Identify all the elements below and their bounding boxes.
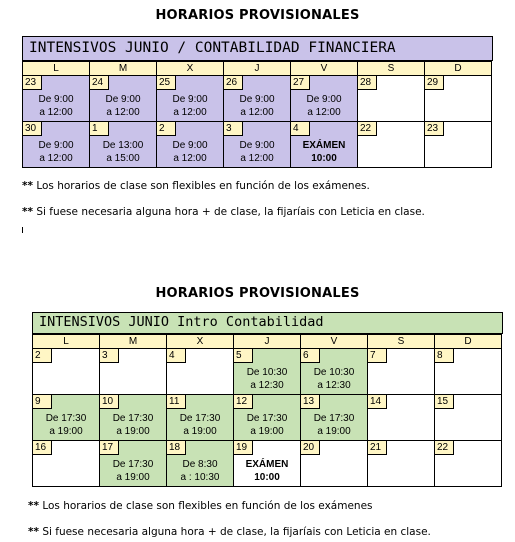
day-number: 30 [23, 122, 42, 136]
day-number: 27 [291, 76, 310, 90]
divider-mark [22, 227, 23, 233]
weekday-header: L [22, 61, 90, 76]
day-number: 26 [224, 76, 243, 90]
class-time-start: De 9:00 [172, 139, 208, 151]
class-time-end: a 12:00 [240, 106, 274, 118]
day-number: 9 [33, 395, 52, 409]
class-time-end: a 12:30 [250, 379, 284, 391]
weekday-header: S [367, 334, 435, 349]
calendar-day-cell [357, 75, 425, 122]
class-time-start: De 17:30 [112, 458, 154, 470]
weekday-header: V [290, 61, 358, 76]
class-time-end: a 19:00 [183, 425, 217, 437]
weekday-header: X [166, 334, 234, 349]
day-number: 12 [234, 395, 253, 409]
class-time-end: a 19:00 [250, 425, 284, 437]
day-number: 8 [435, 349, 454, 363]
day-number: 22 [358, 122, 377, 136]
class-time-end: a 15:00 [106, 152, 140, 164]
class-time-start: De 9:00 [38, 93, 74, 105]
class-time-start: De 9:00 [239, 139, 275, 151]
day-number: 18 [167, 441, 186, 455]
calendar-day-cell [300, 348, 368, 395]
calendar-day-cell [290, 75, 358, 122]
day-number: 28 [358, 76, 377, 90]
calendar-day-cell [166, 348, 234, 395]
day-number: 11 [167, 395, 186, 409]
day-number: 2 [33, 349, 52, 363]
calendar-day-cell [233, 394, 301, 441]
calendar-day-cell [99, 440, 167, 487]
day-number: 16 [33, 441, 52, 455]
calendar-day-cell [32, 394, 100, 441]
day-number: 25 [157, 76, 176, 90]
class-time-end: a 12:00 [39, 152, 73, 164]
day-number: 3 [224, 122, 243, 136]
weekday-header: J [233, 334, 301, 349]
class-time-end: a 12:00 [173, 152, 207, 164]
weekday-header: M [89, 61, 157, 76]
day-number: 1 [90, 122, 109, 136]
calendar-day-cell [223, 121, 291, 168]
day-number: 10 [100, 395, 119, 409]
note-flexible-2: ** Los horarios de clase son flexibles en función de los exámenes [28, 500, 373, 512]
weekday-header: S [357, 61, 425, 76]
calendar-day-cell [22, 75, 90, 122]
note-extra-hours: ** Si fuese necesaria alguna hora + de clase, la fijaríais con Leticia en clase. [22, 206, 425, 218]
class-time-end: a 19:00 [317, 425, 351, 437]
day-number: 24 [90, 76, 109, 90]
day-number: 4 [291, 122, 310, 136]
day-number: 17 [100, 441, 119, 455]
calendar-day-cell [99, 348, 167, 395]
weekday-header: M [99, 334, 167, 349]
class-time-end: a 12:00 [106, 106, 140, 118]
class-time-start: De 17:30 [313, 412, 355, 424]
day-number: 20 [301, 441, 320, 455]
class-time-end: a 12:30 [317, 379, 351, 391]
class-time-end: 10:00 [254, 471, 280, 483]
class-time-end: a 12:00 [173, 106, 207, 118]
day-number: 2 [157, 122, 176, 136]
note-flexible: ** Los horarios de clase son flexibles en función de los exámenes. [22, 180, 370, 192]
calendar-day-cell [367, 440, 435, 487]
class-time-end: a 12:00 [39, 106, 73, 118]
calendar-day-cell [156, 75, 224, 122]
class-time-start: De 13:00 [102, 139, 144, 151]
class-time-end: a 19:00 [49, 425, 83, 437]
class-time-start: De 10:30 [313, 366, 355, 378]
calendar-day-cell [223, 75, 291, 122]
class-time-start: De 17:30 [179, 412, 221, 424]
calendar-day-cell [367, 394, 435, 441]
day-number: 3 [100, 349, 119, 363]
class-time-end: a 19:00 [116, 425, 150, 437]
calendar-day-cell [290, 121, 358, 168]
calendar-day-cell [32, 348, 100, 395]
class-time-start: De 9:00 [105, 93, 141, 105]
day-number: 13 [301, 395, 320, 409]
course-banner-financiera: INTENSIVOS JUNIO / CONTABILIDAD FINANCIERA [22, 36, 493, 61]
page-title: HORARIOS PROVISIONALES [155, 8, 360, 23]
weekday-header: D [434, 334, 502, 349]
day-number: 7 [368, 349, 387, 363]
day-number: 15 [435, 395, 454, 409]
class-time-start: EXÁMEN [302, 139, 346, 151]
calendar-day-cell [32, 440, 100, 487]
calendar-day-cell [166, 440, 234, 487]
weekday-header: D [424, 61, 492, 76]
class-time-start: De 17:30 [45, 412, 87, 424]
calendar-day-cell [233, 440, 301, 487]
calendar-day-cell [357, 121, 425, 168]
day-number: 23 [425, 122, 444, 136]
weekday-header: L [32, 334, 100, 349]
class-time-end: a 12:00 [240, 152, 274, 164]
day-number: 4 [167, 349, 186, 363]
calendar-day-cell [424, 75, 492, 122]
calendar-day-cell [233, 348, 301, 395]
calendar-day-cell [424, 121, 492, 168]
day-number: 23 [23, 76, 42, 90]
class-time-end: a 12:00 [307, 106, 341, 118]
calendar-day-cell [434, 394, 502, 441]
calendar-day-cell [22, 121, 90, 168]
day-number: 6 [301, 349, 320, 363]
class-time-start: De 9:00 [306, 93, 342, 105]
class-time-end: a : 10:30 [180, 471, 220, 483]
calendar-day-cell [367, 348, 435, 395]
course-banner-intro: INTENSIVOS JUNIO Intro Contabilidad [32, 312, 503, 334]
day-number: 19 [234, 441, 253, 455]
day-number: 14 [368, 395, 387, 409]
weekday-header: V [300, 334, 368, 349]
calendar-day-cell [156, 121, 224, 168]
calendar-day-cell [89, 75, 157, 122]
class-time-start: De 9:00 [38, 139, 74, 151]
class-time-start: De 8:30 [182, 458, 218, 470]
class-time-start: De 17:30 [246, 412, 288, 424]
calendar-day-cell [89, 121, 157, 168]
calendar-day-cell [300, 440, 368, 487]
class-time-end: a 19:00 [116, 471, 150, 483]
class-time-start: De 9:00 [172, 93, 208, 105]
day-number: 21 [368, 441, 387, 455]
calendar-day-cell [300, 394, 368, 441]
note-extra-hours-2: ** Si fuese necesaria alguna hora + de clase, la fijaríais con Leticia en clase. [28, 526, 431, 538]
calendar-day-cell [434, 440, 502, 487]
day-number: 29 [425, 76, 444, 90]
weekday-header: J [223, 61, 291, 76]
class-time-start: EXÁMEN [245, 458, 289, 470]
weekday-header: X [156, 61, 224, 76]
day-number: 22 [435, 441, 454, 455]
page-title-2: HORARIOS PROVISIONALES [155, 286, 360, 301]
day-number: 5 [234, 349, 253, 363]
calendar-day-cell [166, 394, 234, 441]
calendar-day-cell [434, 348, 502, 395]
class-time-start: De 9:00 [239, 93, 275, 105]
class-time-start: De 10:30 [246, 366, 288, 378]
class-time-start: De 17:30 [112, 412, 154, 424]
calendar-day-cell [99, 394, 167, 441]
class-time-end: 10:00 [311, 152, 337, 164]
